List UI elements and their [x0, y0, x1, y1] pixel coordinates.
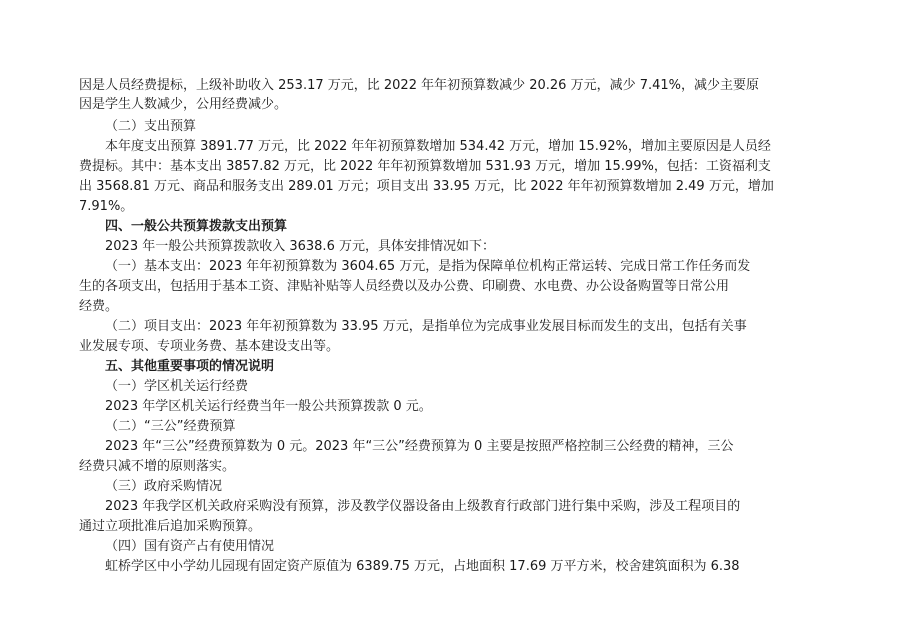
paragraph-line: 经费只减不增的原则落实。 [79, 459, 236, 474]
paragraph-line: 费提标。其中：基本支出 3857.82 万元，比 2022 年年初预算数增加 531.93 万元，增加 15.99%，包括：工资福利支 [79, 159, 771, 174]
subsection-heading: （一）学区机关运行经费 [105, 379, 249, 394]
subsection-heading: （三）政府采购情况 [105, 479, 223, 494]
subsection-heading: （二）“三公”经费预算 [105, 419, 236, 434]
paragraph-line: 2023 年“三公”经费预算数为 0 元。2023 年“三公”经费预算为 0 主要是按照严格控制三公经费的精神，三公 [105, 439, 734, 454]
paragraph-line: 因是学生人数减少，公用经费减少。 [79, 97, 288, 112]
paragraph-line: （一）基本支出：2023 年年初预算数为 3604.65 万元，是指为保障单位机构正常运转、完成日常工作任务而发 [105, 259, 751, 274]
section-heading: （二）支出预算 [105, 119, 197, 134]
section-heading: 五、其他重要事项的情况说明 [105, 359, 275, 374]
paragraph-line: 经费。 [79, 299, 119, 314]
paragraph-line: 因是人员经费提标，上级补助收入 253.17 万元，比 2022 年年初预算数减少 20.26 万元，减少 7.41%，减少主要原 [79, 78, 760, 93]
paragraph-line: （二）项目支出：2023 年年初预算数为 33.95 万元，是指单位为完成事业发展目标而发生的支出，包括有关事 [105, 319, 747, 334]
paragraph-line: 虹桥学区中小学幼儿园现有固定资产原值为 6389.75 万元，占地面积 17.69 万平方米，校舍建筑面积为 6.38 [105, 559, 740, 574]
paragraph-line: 通过立项批准后追加采购预算。 [79, 519, 262, 534]
paragraph-line: 2023 年我学区机关政府采购没有预算，涉及教学仪器设备由上级教育行政部门进行集中采购，涉及工程项目的 [105, 499, 741, 514]
paragraph-line: 2023 年学区机关运行经费当年一般公共预算拨款 0 元。 [105, 399, 432, 414]
section-heading: 四、一般公共预算拨款支出预算 [105, 219, 288, 234]
paragraph-line: 本年度支出预算 3891.77 万元，比 2022 年年初预算数增加 534.42 万元，增加 15.92%，增加主要原因是人员经 [105, 139, 771, 154]
paragraph-line: 生的各项支出，包括用于基本工资、津贴补贴等人员经费以及办公费、印刷费、水电费、办公设备购置等日常公用 [79, 279, 730, 294]
subsection-heading: （四）国有资产占有使用情况 [105, 539, 275, 554]
paragraph-line: 业发展专项、专项业务费、基本建设支出等。 [79, 339, 340, 354]
paragraph-line: 出 3568.81 万元、商品和服务支出 289.01 万元；项目支出 33.95 万元，比 2022 年年初预算数增加 2.49 万元，增加 [79, 179, 774, 194]
paragraph-line: 2023 年一般公共预算拨款收入 3638.6 万元，具体安排情况如下： [105, 239, 495, 254]
paragraph-line: 7.91%。 [79, 199, 134, 214]
